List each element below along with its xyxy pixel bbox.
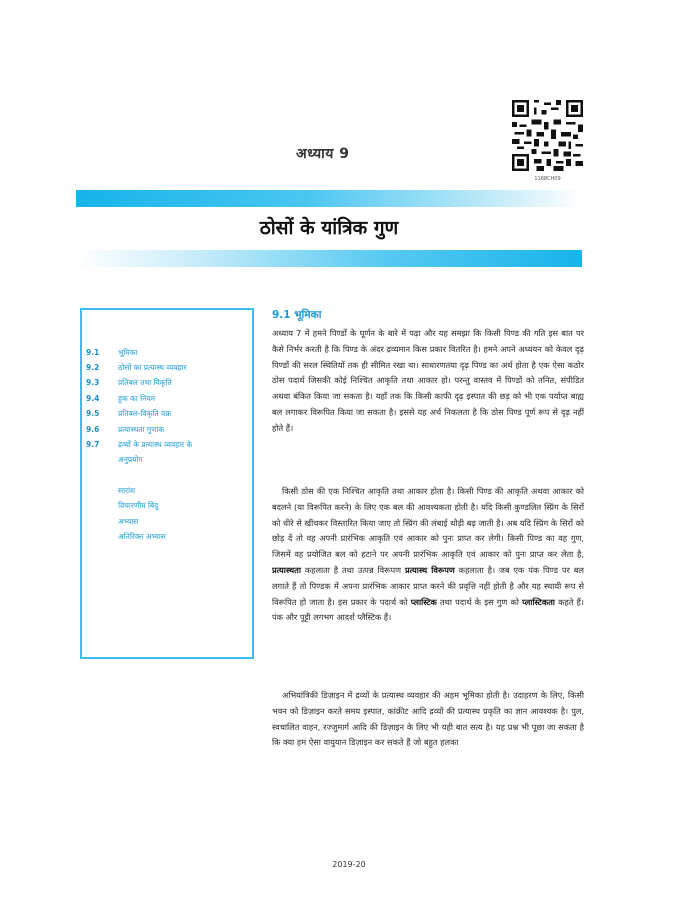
toc-points-to-ponder[interactable]: विचारणीय बिंदु [118,501,159,510]
paragraph-3: अभियांत्रिकी डिज़ाइन में द्रव्यों के प्रत्यास्थ व्यवहार की अहम भूमिका होती है। उदाहरण के लिए, किसी भवन को डिज़ाइन करते समय इस्पात, कांक्रीट आदि द्रव्यों की प्रत्यास्थ प्रकृति का ज्ञान आवश्यक है। पुल, स्वचालित वाहन, रज्जुमार्ग आदि की डिज़ाइन के लिए भी यही बात सत्य है। यह प्रश्न भी पूछा जा सकता है कि क्या हम ऐसा वायुयान डिज़ाइन कर सकते हैं जो बहुत हलका [272,690,584,748]
page-footer: 2019-20 [332,860,366,869]
paragraph-1: अध्याय 7 में हमने पिण्डों के घूर्णन के बारे में पढ़ा और यह समझा कि किसी पिण्ड की गति इस बात पर कैसे निर्भर करती है कि पिण्ड के अंदर द्रव्यमान किस प्रकार वितरित है। हमने अपने अध्ययन को केवल दृढ़ पिण्डों की सरल स्थितियों तक ही सीमित रखा था। साधारणतया दृढ़ पिण्ड का अर्थ होता है एक ऐसा कठोर ठोस पदार्थ जिसकी कोई निश्चित आकृति तथा आकार हो। परन्तु वास्तव में पिण्डों को तनित, संपीडित अथवा बंकित किया जा सकता है। यहाँ तक कि किसी काफी दृढ़ इस्पात की छड़ को भी एक पर्याप्त बाह्य बल लगाकर विरूपित किया जा सकता है। इससे यह अर्थ निकलता है कि ठोस पिण्ड पूर्ण रूप से दृढ़ नहीं होते हैं। [272,328,584,433]
paragraph-2: किसी ठोस की एक निश्चित आकृति तथा आकार होता है। किसी पिण्ड की आकृति अथवा आकार को बदलने (या विरूपित करने) के लिए एक बल की आवश्यकता होती है। यदि किसी कुण्डलित स्प्रिंग के सिरों को धीरे से खींचकर विस्तारित किया जाए तो स्प्रिंग की लंबाई थोड़ी बढ़ जाती है। अब यदि स्प्रिंग के सिरों को छोड़ दें तो वह अपनी प्रारंभिक आकृति एवं आकार को पुनः प्राप्त कर लेगी। किसी पिण्ड का वह गुण, जिसमें वह प्रयोजित बल को हटाने पर अपनी प्रारंभिक आकृति एवं आकार को पुनः प्राप्त कर लेता है, प्रत्यास्थता कहलाता है तथा उत्पन्न विरूपण प्रत्यास्थ विरूपण कहलाता है। जब एक पंक पिण्ड पर बल लगाते हैं तो पिण्डक में अपना प्रारंभिक आकार प्राप्त करने की प्रवृत्ति नहीं होती है और यह स्थायी रूप से विरूपित हो जाता है। इस प्रकार के पदार्थ को प्लास्टिक तथा पदार्थ के इस गुण को प्लास्टिकता कहते हैं। पंक और पुट्टी लगभग आदर्श प्लैस्टिक हैं। [272,486,584,623]
toc-summary[interactable]: सारांश [118,486,136,495]
toc-exercises[interactable]: अभ्यास [118,517,139,526]
title-band-top [76,190,582,207]
term-plasticity: प्लास्टिकता [522,596,555,607]
term-plastic: प्लास्टिक [410,596,437,607]
section-heading: 9.1 भूमिका [272,309,322,321]
contents-box: 9.1 भूमिका 9.2 ठोसों का प्रत्यास्थ व्यवहार 9.3 प्रतिबल तथा विकृति 9.4 हुक का नियम 9.5 प्रतिबल-विकृति वक्र 9.6 प्रत्यास्थता गुणांक 9.7 द्रव्यों के प्रत्यास्थ व्यवहार के अनुप्रयोग सारांश विचारणीय बिंदु अभ्यास अतिरिक्त अभ्यास [80,308,254,659]
chapter-title: ठोसों के यांत्रिक गुण [259,217,399,239]
chapter-label: अध्याय 9 [296,146,350,162]
title-band-bottom [76,250,582,267]
term-elastic-deformation: प्रत्यास्थ विरूपण [404,564,455,575]
qr-code-icon [512,100,583,171]
toc-additional-exercises[interactable]: अतिरिक्त अभ्यास [118,532,166,541]
qr-caption: 1168CH09 [534,176,561,182]
term-elasticity: प्रत्यास्थता [272,564,301,575]
